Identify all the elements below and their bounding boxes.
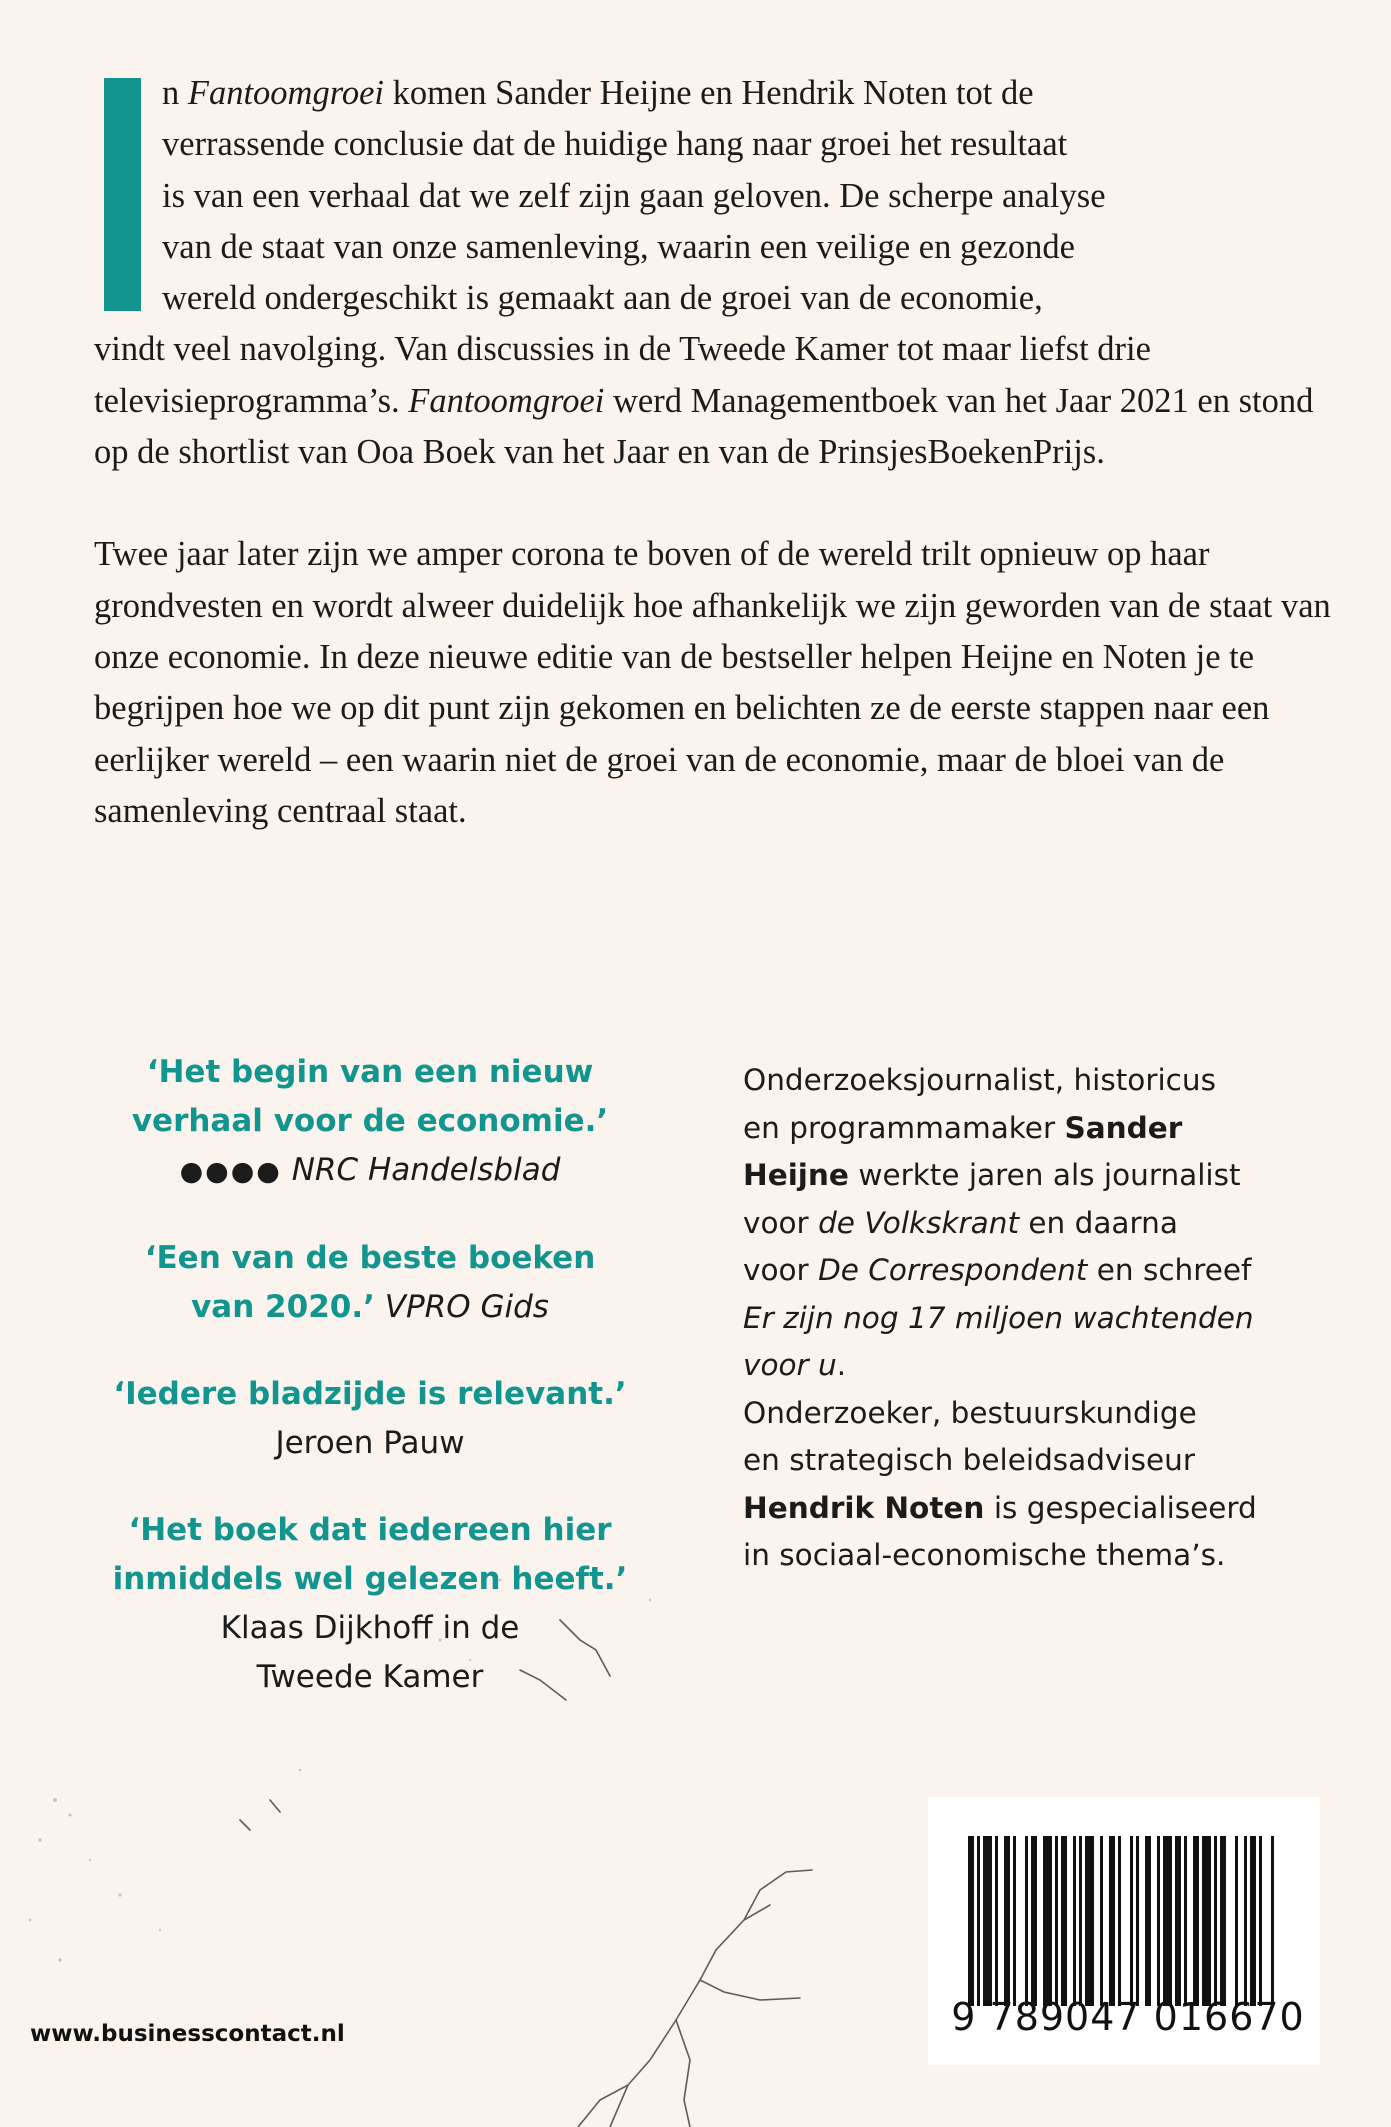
- isbn-number: 9 789047 016670: [951, 1995, 1305, 2039]
- rating-stars: ●●●●: [179, 1156, 282, 1187]
- barcode-bar: [983, 1836, 992, 2006]
- barcode-bar: [1163, 1836, 1172, 2006]
- bio-text: voor: [743, 1253, 819, 1287]
- barcode-bars: [968, 1836, 1280, 2006]
- barcode-bar: [1031, 1836, 1037, 2006]
- book-title: Fantoomgroei: [187, 74, 384, 112]
- book-title: Fantoomgroei: [408, 381, 605, 420]
- barcode-bar: [1259, 1836, 1262, 2006]
- barcode-bar: [1244, 1836, 1247, 2006]
- bio-text: .: [836, 1348, 847, 1382]
- barcode-bar: [1136, 1836, 1139, 2006]
- bio-line: Onderzoeker, bestuurskundige: [743, 1395, 1197, 1430]
- barcode-bar: [1157, 1836, 1160, 2006]
- quote-2: [100, 1234, 640, 1332]
- barcode-bar: [1085, 1836, 1094, 2006]
- blurb-line: van de staat van onze samenleving, waarin een veilige en gezonde: [162, 227, 1075, 266]
- bio-line: [743, 1105, 1303, 1153]
- barcode-bar: [995, 1836, 998, 2006]
- quote-text: verhaal voor de economie.’: [131, 1103, 609, 1139]
- blurb-continuation: [94, 324, 1334, 478]
- blurb-p1-prefix: n: [162, 74, 188, 112]
- blurb-line: komen Sander Heijne en Hendrik Noten tot de: [384, 74, 1034, 112]
- blurb-paragraph-1: [94, 68, 1334, 478]
- review-quotes: [100, 1048, 640, 1740]
- bio-line: [743, 1200, 1303, 1248]
- blurb-paragraph-2: Twee jaar later zijn we amper corona te boven of de wereld trilt opnieuw op haar grondvesten en wordt alweer duidelijk hoe afhankelijk we zijn geworden van de staat van onze economie. In deze nieuwe editie van de bestseller helpen Heijne en Noten je te begrijpen hoe we op dit punt zijn gekomen en belichten ze de eerste stappen naar een eerlijker wereld – een waarin niet de groei van de economie, maar de bloei van de samenleving centraal staat.: [94, 535, 1331, 830]
- bio-line: [743, 1295, 1303, 1343]
- quote-source: Tweede Kamer: [256, 1659, 484, 1695]
- bio-text: en schreef: [1087, 1253, 1252, 1287]
- author-name: Heijne: [743, 1158, 849, 1192]
- barcode-bar: [1055, 1836, 1058, 2006]
- barcode-bar: [977, 1836, 980, 2006]
- barcode-bar: [1271, 1836, 1274, 2006]
- bio-line: in sociaal-economische thema’s.: [743, 1538, 1226, 1572]
- blurb-line: is van een verhaal dat we zelf zijn gaan geloven. De scherpe analyse: [162, 176, 1106, 215]
- barcode-bar: [1061, 1836, 1067, 2006]
- quote-source: Jeroen Pauw: [275, 1425, 465, 1461]
- quote-text: ‘Iedere bladzijde is relevant.’: [113, 1376, 627, 1412]
- barcode: [928, 1797, 1320, 2065]
- barcode-bar: [1214, 1836, 1217, 2006]
- author-name: Sander: [1064, 1110, 1183, 1145]
- book-title: voor u: [743, 1348, 837, 1382]
- blurb-indented-lines: [94, 68, 1334, 324]
- bio-line: [743, 1342, 1303, 1390]
- author-bio: [743, 1057, 1303, 1580]
- barcode-bar: [1118, 1836, 1121, 2006]
- quote-text: van 2020.’: [191, 1289, 375, 1325]
- barcode-bar: [1043, 1836, 1052, 2006]
- barcode-bar: [1145, 1836, 1151, 2006]
- quote-text: inmiddels wel gelezen heeft.’: [112, 1561, 628, 1597]
- barcode-bar: [1013, 1836, 1016, 2006]
- source-name: VPRO Gids: [384, 1289, 549, 1325]
- bio-text: en daarna: [1019, 1205, 1178, 1240]
- barcode-bar: [1025, 1836, 1028, 2006]
- barcode-bar: [968, 1836, 974, 2006]
- book-title: Er zijn nog 17 miljoen wachtenden: [743, 1300, 1254, 1335]
- barcode-bar: [1235, 1836, 1238, 2006]
- quote-text: ‘Het begin van een nieuw: [146, 1054, 594, 1090]
- bio-text: werkte jaren als journalist: [848, 1158, 1241, 1192]
- bio-line: [743, 1485, 1303, 1533]
- quote-3: [100, 1370, 640, 1468]
- quote-source: Klaas Dijkhoff in de: [220, 1610, 520, 1646]
- bio-line: [743, 1152, 1303, 1200]
- barcode-bar: [1100, 1836, 1103, 2006]
- blurb-line: wereld ondergeschikt is gemaakt aan de groei van de economie,: [162, 279, 1043, 318]
- quote-1: [100, 1048, 640, 1196]
- barcode-bar: [1202, 1836, 1211, 2006]
- barcode-bar: [1109, 1836, 1115, 2006]
- barcode-bar: [1250, 1836, 1256, 2006]
- barcode-bar: [1073, 1836, 1076, 2006]
- drop-cap-bar: [104, 78, 141, 311]
- barcode-bar: [1175, 1836, 1181, 2006]
- bio-line: [743, 1247, 1303, 1295]
- bio-text: en programmamaker: [743, 1110, 1065, 1145]
- blurb-text: vindt veel navolging. Van discussies in de Tweede Kamer tot maar liefst drie televisieprogramma’s.: [94, 330, 1151, 420]
- quote-source: [100, 1146, 640, 1196]
- barcode-bar: [1130, 1836, 1133, 2006]
- quote-line: [100, 1283, 640, 1332]
- publisher-website: www.businesscontact.nl: [30, 2021, 345, 2047]
- quote-text: ‘Het boek dat iedereen hier: [128, 1512, 612, 1548]
- quote-text: ‘Een van de beste boeken: [144, 1240, 596, 1276]
- quote-4: [100, 1506, 640, 1702]
- bio-text: is gespecialiseerd: [984, 1490, 1257, 1525]
- bio-text: voor: [743, 1205, 819, 1240]
- barcode-bar: [1220, 1836, 1226, 2006]
- blurb-text: werd Managementboek van het Jaar 2021 en stond op de shortlist van Ooa Boek van het Jaar en van de PrinsjesBoekenPrijs.: [94, 381, 1314, 472]
- source-name: NRC Handelsblad: [291, 1152, 561, 1188]
- barcode-bar: [1079, 1836, 1082, 2006]
- barcode-bar: [1193, 1836, 1199, 2006]
- bio-line: en strategisch beleidsadviseur: [743, 1443, 1195, 1477]
- author-name: Hendrik Noten: [743, 1490, 985, 1525]
- publication-name: De Correspondent: [818, 1253, 1088, 1287]
- bio-line: Onderzoeksjournalist, historicus: [743, 1063, 1216, 1097]
- blurb: [94, 68, 1334, 837]
- barcode-bar: [1004, 1836, 1010, 2006]
- publication-name: de Volkskrant: [818, 1205, 1020, 1240]
- blurb-line: verrassende conclusie dat de huidige hang naar groei het resultaat: [162, 125, 1068, 164]
- barcode-bar: [1184, 1836, 1187, 2006]
